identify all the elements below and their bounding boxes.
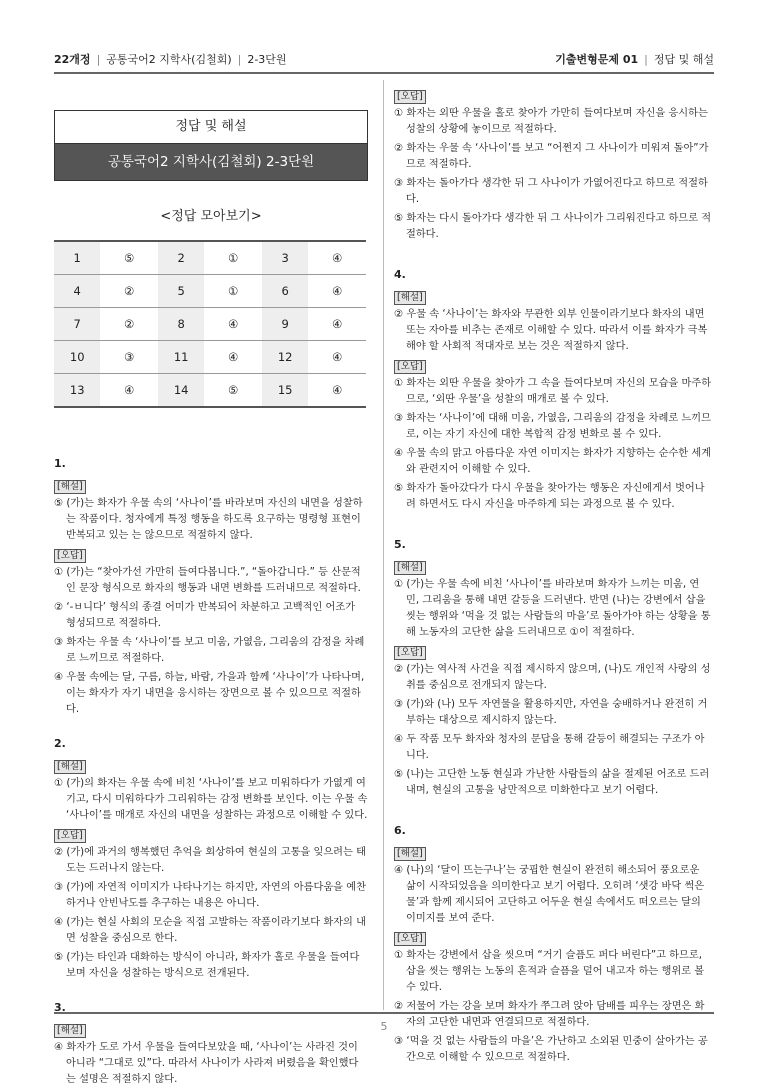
wrong-answer-text: ④ (가)는 현실 사회의 모순을 직접 고발하는 작품이라기보다 화자의 내면 성찰을 중심으로 한다.	[54, 917, 366, 944]
tag-explanation: [해설]	[394, 561, 426, 575]
answer-row	[54, 374, 366, 408]
wrong-answer-text: ④ 우물 속의 맑고 아름다운 자연 이미지는 화자가 지향하는 순수한 세계와 관련지어 이해할 수 있다.	[394, 448, 712, 475]
explanation-text: ② 우물 속 ‘사나이’는 화자와 무관한 외부 인물이라기보다 화자의 내면 또는 자아를 비추는 존재로 이해할 수 있다. 따라서 이를 화자가 극복해야 할 사회적 적대자로 보는 것은 적절하지 않다.	[394, 309, 708, 352]
explanation-text: ⑤ (가)는 화자가 우물 속의 ‘사나이’를 바라보며 자신의 내면을 성찰하는 작품이다. 청자에게 특정 행동을 하도록 요구하는 명령형 표현이 반복되고 있는 는 않으므로 적절하지 않다.	[54, 498, 363, 541]
wrong-answer-text: ② (가)에 과거의 행복했던 추억을 회상하여 현실의 고통을 잊으려는 태도는 드러나지 않는다.	[54, 847, 366, 874]
answer-row	[54, 241, 366, 275]
answer-choice: ④	[308, 275, 366, 308]
tag-explanation: [해설]	[54, 480, 86, 494]
question-number: 3.	[54, 1001, 66, 1014]
tag-wrap	[394, 88, 712, 106]
answer-question-number: 9	[262, 308, 308, 341]
wrong-answer-text: ③ (가)에 자연적 이미지가 나타나기는 하지만, 자연의 아름다움을 예찬하거나 안빈낙도를 추구하는 내용은 아니다.	[54, 882, 366, 909]
answer-question-number: 5	[158, 275, 204, 308]
answer-question-number: 1	[54, 241, 100, 275]
tag-wrap	[54, 827, 368, 845]
tag-wrong-answer: [오답]	[394, 360, 426, 374]
tag-explanation: [해설]	[394, 847, 426, 861]
answer-question-number: 15	[262, 374, 308, 408]
answer-question-number: 10	[54, 341, 100, 374]
answer-question-number: 7	[54, 308, 100, 341]
question-number: 2.	[54, 737, 66, 750]
answer-choice: ⑤	[204, 374, 262, 408]
wrong-answer-text: ③ 화자는 돌아가다 생각한 뒤 그 사나이가 가엾어진다고 하므로 적절하다.	[394, 178, 708, 205]
wrong-answer-text: ② ‘-ㅂ니다’ 형식의 종결 어미가 반복되어 차분하고 고백적인 어조가 형성되므로 적절하다.	[54, 602, 356, 629]
tag-wrong-answer: [오답]	[54, 829, 86, 843]
answer-table	[54, 240, 366, 408]
header-left: 22개정 | 공통국어2 지학사(김철회) | 2-3단원	[54, 53, 287, 66]
wrong-answer-text: ① 화자는 외딴 우물을 찾아가 그 속을 들여다보며 자신의 모습을 마주하므로, ‘외딴 우물’을 성찰의 매개로 볼 수 있다.	[394, 378, 712, 405]
page-number: 5	[54, 1012, 714, 1033]
tag-wrap	[54, 547, 368, 565]
answer-choice: ⑤	[100, 241, 158, 275]
wrong-answer-text: ① (가)는 “찾아가선 가만히 들여다봅니다.”, “돌아갑니다.” 등 산문적인 문장 형식으로 화자의 행동과 내면 변화를 드러내므로 적절하다.	[54, 567, 361, 594]
header-unit: 2-3단원	[247, 53, 287, 66]
tag-wrap	[54, 478, 368, 496]
title-line2: 공통국어2 지학사(김철회) 2-3단원	[55, 143, 367, 180]
tag-explanation: [해설]	[54, 1024, 86, 1038]
left-questions	[54, 456, 368, 1088]
answer-question-number: 2	[158, 241, 204, 275]
question-block	[54, 736, 368, 982]
question-number: 5.	[394, 538, 406, 551]
explanation-text: ④ (나)의 ‘달이 뜨는구나’는 궁핍한 현실이 완전히 해소되어 풍요로운 삶이 시작되었음을 의미한다고 보기 어렵다. 오히려 ‘샛강 바닥 썩은 물’과 함께 제시되어 고단하고 어두운 현실 속에서도 떠오르는 달의 이미지를 보여 준다.	[394, 865, 705, 924]
answer-choice: ④	[308, 341, 366, 374]
header-section: 정답 및 해설	[653, 53, 714, 66]
tag-wrap	[394, 845, 712, 863]
wrong-answer-text: ② (가)는 역사적 사건을 직접 제시하지 않으며, (나)도 개인적 사랑의 성취를 중심으로 전개되지 않는다.	[394, 664, 711, 691]
column-divider	[383, 80, 384, 1010]
answer-choice: ①	[204, 275, 262, 308]
question-block-continued	[394, 88, 712, 243]
tag-wrap	[394, 644, 712, 662]
explanation-text: ① (가)는 우물 속에 비친 ‘사나이’를 바라보며 화자가 느끼는 미움, 연민, 그리움을 통해 내면 갈등을 드러낸다. 반면 (나)는 강변에서 삽을 씻는 행위와 ‘먹을 것 없는 사람들의 마을’로 돌아가야 하는 상황을 통해 노동자의 고단한 삶을 드러내므로 ①이 적절하다.	[394, 579, 711, 638]
wrong-answer-text: ⑤ (나)는 고단한 노동 현실과 가난한 사람들의 삶을 절제된 어조로 드러내며, 현실의 고통을 낭만적으로 미화한다고 보기 어렵다.	[394, 769, 710, 796]
tag-wrap	[394, 559, 712, 577]
tag-wrap	[394, 358, 712, 376]
header-grade: 22개정	[54, 53, 91, 66]
left-column	[54, 85, 368, 1091]
answer-heading: <정답 모아보기>	[160, 209, 262, 224]
answer-row	[54, 275, 366, 308]
wrong-answer-text: ② 화자는 우물 속 ‘사나이’를 보고 “어쩐지 그 사나이가 미워져 돌아”가므로 적절하다.	[394, 143, 709, 170]
right-column	[394, 88, 712, 1069]
question-number: 6.	[394, 824, 406, 837]
answer-question-number: 14	[158, 374, 204, 408]
answer-question-number: 12	[262, 341, 308, 374]
answer-question-number: 13	[54, 374, 100, 408]
tag-wrong-answer: [오답]	[394, 646, 426, 660]
answer-choice: ④	[100, 374, 158, 408]
header-textbook: 공통국어2 지학사(김철회)	[106, 53, 232, 66]
answer-question-number: 6	[262, 275, 308, 308]
wrong-answer-text: ⑤ 화자가 돌아갔다가 다시 우물을 찾아가는 행동은 자신에게서 벗어나려 하면서도 다시 자신을 마주하게 되는 과정으로 볼 수 있다.	[394, 483, 705, 510]
answer-row	[54, 308, 366, 341]
wrong-answer-text: ④ 우물 속에는 달, 구름, 하늘, 바람, 가을과 함께 ‘사나이’가 나타나며, 이는 화자가 자기 내면을 응시하는 장면으로 볼 수 있으므로 적절하다.	[54, 672, 365, 715]
wrong-answer-text: ③ 화자는 ‘사나이’에 대해 미움, 가엾음, 그리움의 감정을 차례로 느끼므로, 이는 자기 자신에 대한 복합적 감정 변화로 볼 수 있다.	[394, 413, 711, 440]
title-box	[54, 110, 368, 181]
answer-choice: ②	[100, 275, 158, 308]
wrong-answer-text: ① 화자는 외딴 우물을 홀로 찾아가 가만히 들여다보며 자신을 응시하는 성찰의 상황에 놓이므로 적절하다.	[394, 108, 708, 135]
answer-question-number: 8	[158, 308, 204, 341]
wrong-answer-text: ③ 화자는 우물 속 ‘사나이’를 보고 미움, 가엾음, 그리움의 감정을 차례로 느끼므로 적절하다.	[54, 637, 365, 664]
tag-wrap	[394, 289, 712, 307]
title-line1: 정답 및 해설	[175, 119, 247, 134]
explanation-text: ① (가)의 화자는 우물 속에 비친 ‘사나이’를 보고 미워하다가 가엾게 여기고, 다시 미워하다가 그리워하는 감정 변화를 보인다. 이는 우물 속 ‘사나이’를 매개로 자신의 내면을 성찰하는 과정으로 이해할 수 있다.	[54, 778, 368, 821]
answer-question-number: 3	[262, 241, 308, 275]
header-right: 기출변형문제 01 | 정답 및 해설	[555, 53, 714, 66]
wrong-answer-text: ③ ‘먹을 것 없는 사람들의 마을’은 가난하고 소외된 민중이 살아가는 공간으로 이해할 수 있으므로 적절하다.	[394, 1036, 708, 1063]
wrong-answer-text: ③ (가)와 (나) 모두 자연물을 활용하지만, 자연을 숭배하거나 완전히 거부하는 대상으로 제시하지 않는다.	[394, 699, 708, 726]
header-set: 기출변형문제 01	[555, 53, 639, 66]
answer-choice: ④	[204, 308, 262, 341]
tag-wrong-answer: [오답]	[54, 549, 86, 563]
answer-choice: ③	[100, 341, 158, 374]
tag-explanation: [해설]	[54, 760, 86, 774]
explanation-text: ④ 화자가 도로 가서 우물을 들여다보았을 때, ‘사나이’는 사라진 것이 아니라 “그대로 있”다. 따라서 사나이가 사라져 버렸음을 확인했다는 설명은 적절하지 않다.	[54, 1042, 359, 1085]
right-questions	[394, 88, 712, 1066]
question-block	[54, 456, 368, 718]
tag-wrong-answer: [오답]	[394, 932, 426, 946]
answer-question-number: 4	[54, 275, 100, 308]
question-number: 1.	[54, 457, 66, 470]
wrong-answer-text: ② 저물어 가는 강을 보며 화자가 쭈그려 앉아 담배를 피우는 장면은 화자의 고단한 내면과 연결되므로 적절하다.	[394, 1001, 705, 1028]
tag-wrap	[54, 758, 368, 776]
wrong-answer-text: ⑤ 화자는 다시 돌아가다 생각한 뒤 그 사나이가 그리워진다고 하므로 적절하다.	[394, 213, 712, 240]
tag-wrap	[394, 930, 712, 948]
question-block	[394, 537, 712, 799]
tag-wrong-answer: [오답]	[394, 90, 426, 104]
answer-choice: ④	[204, 341, 262, 374]
answer-question-number: 11	[158, 341, 204, 374]
answer-choice: ④	[308, 374, 366, 408]
wrong-answer-text: ⑤ (가)는 타인과 대화하는 방식이 아니라, 화자가 홀로 우물을 들여다보며 자신을 성찰하는 방식으로 전개된다.	[54, 952, 360, 979]
wrong-answer-text: ④ 두 작품 모두 화자와 청자의 문답을 통해 갈등이 해결되는 구조가 아니다.	[394, 734, 705, 761]
tag-explanation: [해설]	[394, 291, 426, 305]
answer-choice: ②	[100, 308, 158, 341]
question-number: 4.	[394, 268, 406, 281]
question-block	[394, 267, 712, 513]
answer-choice: ①	[204, 241, 262, 275]
answer-choice: ④	[308, 308, 366, 341]
wrong-answer-text: ① 화자는 강변에서 삽을 씻으며 “거기 슬픔도 퍼다 버린다”고 하므로, 삽을 씻는 행위는 노동의 흔적과 슬픔을 덜어 내고자 하는 행위로 볼 수 있다.	[394, 950, 705, 993]
answer-row	[54, 341, 366, 374]
page-header	[54, 46, 714, 74]
answer-choice: ④	[308, 241, 366, 275]
